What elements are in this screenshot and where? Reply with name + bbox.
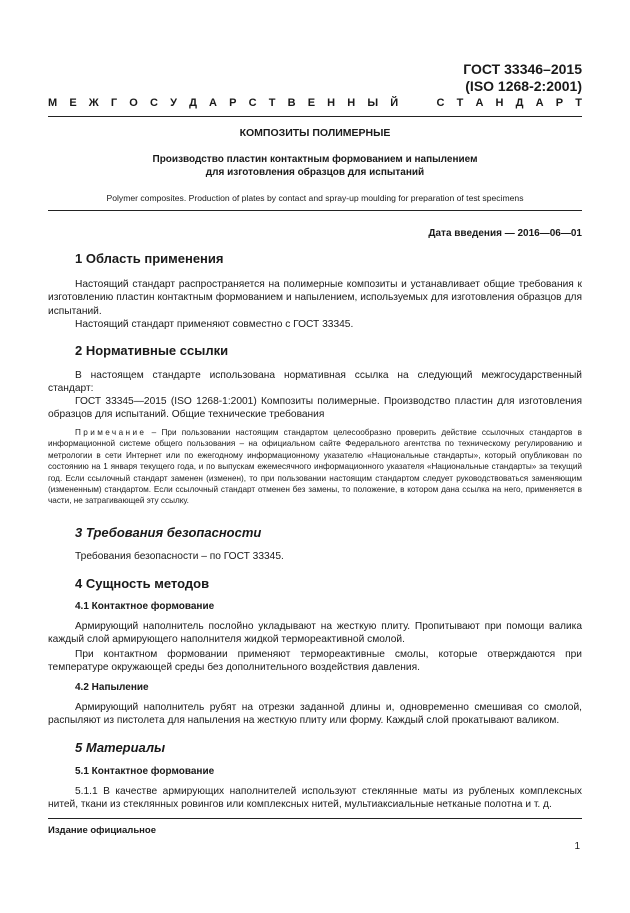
section-1-heading: 1 Область применения <box>75 251 224 266</box>
banner-letter: О <box>129 97 138 109</box>
banner-letter: Н <box>495 97 504 109</box>
subsection-4-1-paragraph: При контактном формовании применяют термореактивные смолы, которые отверждаются при температуре окружающей среды без дополнительного воздействия давления. <box>48 649 582 674</box>
document-code <box>463 61 582 95</box>
iso-number: (ISO 1268-2:2001) <box>465 78 582 94</box>
section-3-heading: 3 Требования безопасности <box>75 525 262 540</box>
section-2-reference: ГОСТ 33345—2015 (ISO 1268-1:2001) Композиты полимерные. Производство пластин для изготовления образцов для испытаний. Общие технические требования <box>48 396 582 421</box>
english-title: Polymer composites. Production of plates by contact and spray-up moulding for preparation of test specimens <box>106 193 524 203</box>
section-2-heading: 2 Нормативные ссылки <box>75 343 229 358</box>
interstate-standard-banner <box>48 97 582 109</box>
banner-letter: А <box>535 97 544 109</box>
section-5-heading: 5 Материалы <box>75 740 166 755</box>
banner-letter: А <box>209 97 217 109</box>
banner-letter: М <box>48 97 58 109</box>
banner-letter: Ы <box>367 97 379 109</box>
introduction-date: Дата введения — 2016—06—01 <box>428 228 582 239</box>
banner-letter: Н <box>327 97 336 109</box>
footer-divider <box>48 818 582 819</box>
banner-letter: Т <box>575 97 582 109</box>
subsection-5-1-heading: 5.1 Контактное формование <box>75 766 215 777</box>
section-1-paragraph: Настоящий стандарт распространяется на полимерные композиты и устанавливает общие требования к изготовлению пластин контактным формованием и напылением, используемых для изготовления образцов для испытаний. <box>48 279 582 317</box>
header-divider <box>48 116 582 117</box>
page-number: 1 <box>574 841 580 852</box>
section-4-heading: 4 Сущность методов <box>75 576 210 591</box>
note-paragraph <box>48 427 582 507</box>
banner-letter: Д <box>189 97 197 109</box>
subtitle-line: для изготовления образцов для испытаний <box>205 167 425 178</box>
banner-letter: Н <box>347 97 356 109</box>
subsection-4-2-paragraph: Армирующий наполнитель рубят на отрезки заданной длины и, одновременно смешивая со смолой, распыляют из пистолета для напыления на жесткую плиту или форму. Каждый слой прокатывают валиком. <box>48 702 582 727</box>
banner-letter: В <box>287 97 296 109</box>
banner-letter: Р <box>229 97 237 109</box>
subsection-5-1-1-paragraph: 5.1.1 В качестве армирующих наполнителей используют стеклянные маты из рубленых комплексных нитей, ткани из стеклянных ровингов или комплексных нитей, мультиаксиальные нетканые полотна и т. д. <box>48 786 582 811</box>
banner-letter: Е <box>307 97 316 109</box>
gost-number: ГОСТ 33346–2015 <box>463 61 582 77</box>
banner-letter: Р <box>555 97 564 109</box>
banner-letter: А <box>475 97 484 109</box>
banner-letter: С <box>248 97 257 109</box>
banner-letter: Г <box>110 97 118 109</box>
title-divider <box>48 210 582 211</box>
banner-letter: У <box>170 97 177 109</box>
banner-letter: С <box>149 97 158 109</box>
banner-letter: Й <box>390 97 399 109</box>
banner-letter: Д <box>515 97 524 109</box>
subsection-4-1-paragraph: Армирующий наполнитель послойно укладывают на жесткую плиту. Пропитывают при помощи валика каждый слой армирующего наполнителя жидкой термореактивной смолой. <box>48 621 582 646</box>
banner-letter: Т <box>268 97 276 109</box>
section-1-paragraph: Настоящий стандарт применяют совместно с ГОСТ 33345. <box>75 319 354 330</box>
banner-letter: Ж <box>88 97 99 109</box>
standard-subtitle <box>48 153 582 179</box>
section-2-paragraph: В настоящем стандарте использована нормативная ссылка на следующий межгосударственный стандарт: <box>48 370 582 395</box>
subsection-4-2-heading: 4.2 Напыление <box>75 682 149 693</box>
subtitle-line: Производство пластин контактным формованием и напылением <box>152 154 478 165</box>
banner-letter: Е <box>69 97 77 109</box>
note-label: Примечание <box>75 428 147 437</box>
standard-title: КОМПОЗИТЫ ПОЛИМЕРНЫЕ <box>239 127 391 139</box>
banner-letter: С <box>436 97 445 109</box>
official-edition-label: Издание официальное <box>48 825 156 836</box>
subsection-4-1-heading: 4.1 Контактное формование <box>75 601 215 612</box>
section-3-paragraph: Требования безопасности – по ГОСТ 33345. <box>75 551 284 562</box>
note-text: – При пользовании настоящим стандартом целесообразно проверить действие ссылочных стандартов в информационной системе общего пользования – на официальном сайте Федерального агентства по техническому регулированию и метрологии в сети Интернет или по ежегодному информационному указателю «Национальные стандарты», который опубликован по состоянию на 1 января текущего года, и по выпускам ежемесячного информационного указателя «Национальные стандарты» за текущий год. Если ссылочный стандарт заменен (изменен), то при пользовании настоящим стандартом следует руководствоваться заменяющим (измененным) стандартом. Если ссылочный стандарт отменен без замены, то положение, в котором дана ссылка на него, применяется в части, не затрагивающей эту ссылку. <box>48 428 582 506</box>
banner-letter: Т <box>456 97 464 109</box>
banner-gap <box>410 97 424 109</box>
